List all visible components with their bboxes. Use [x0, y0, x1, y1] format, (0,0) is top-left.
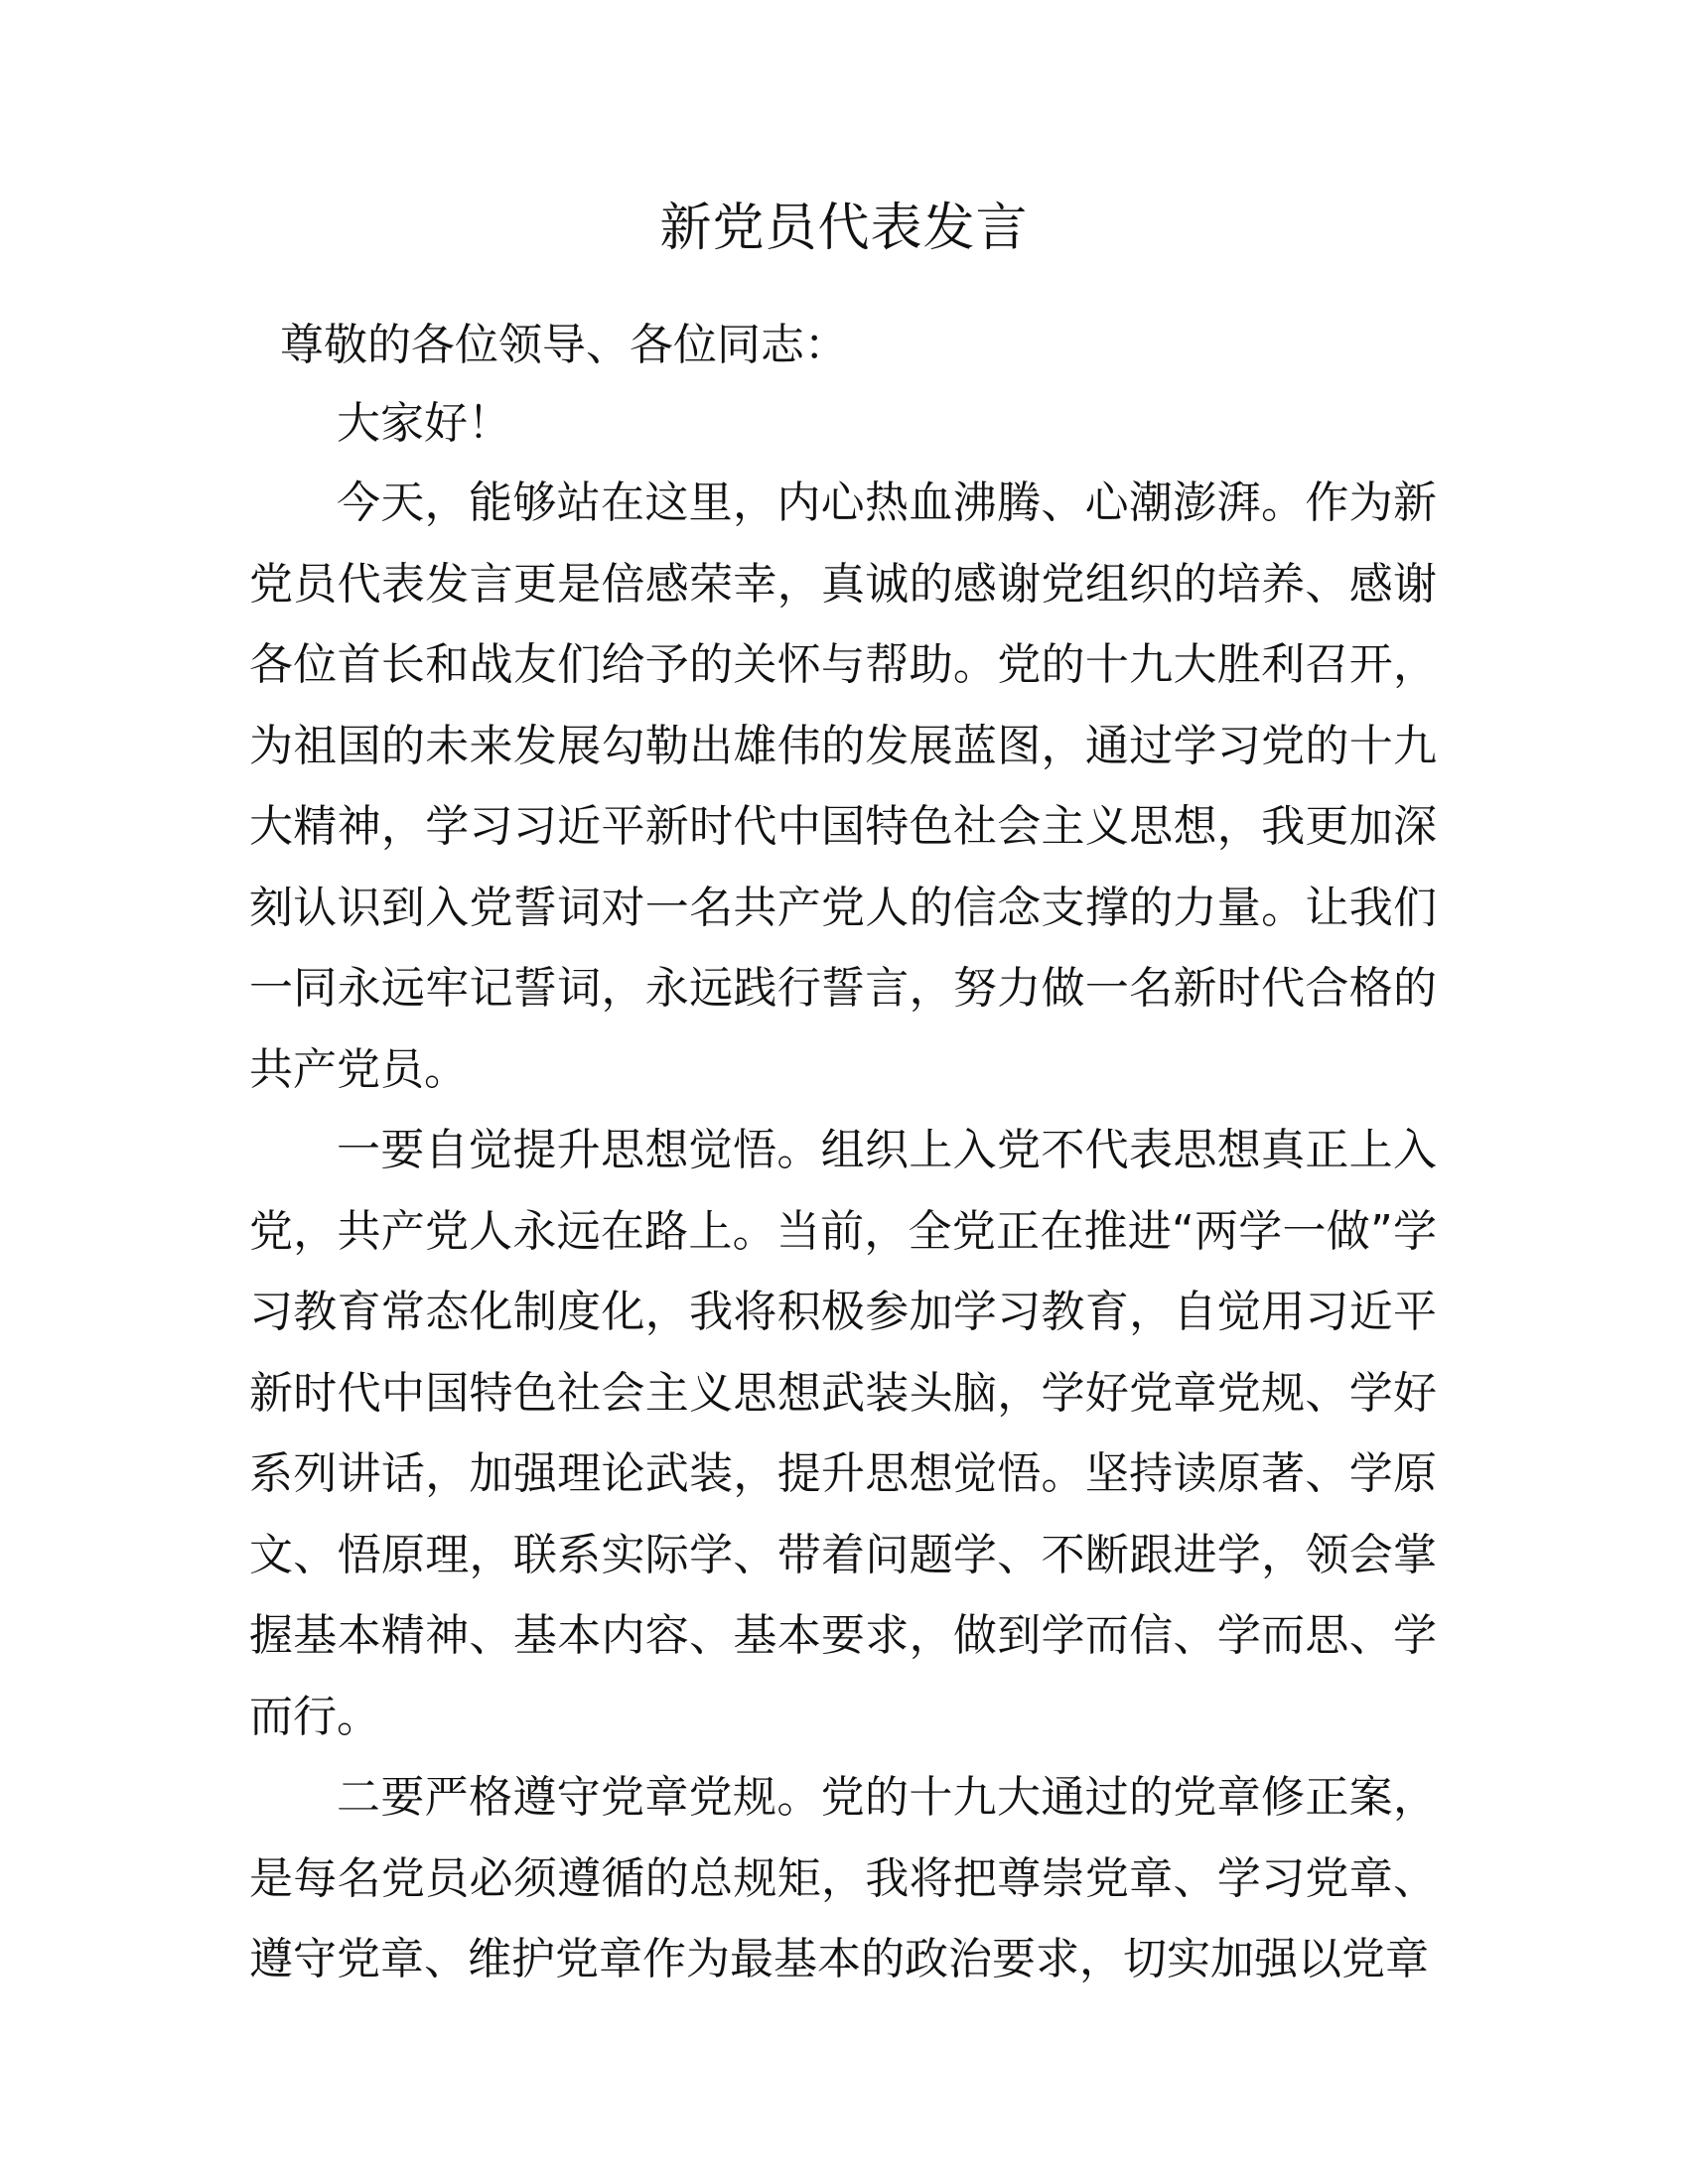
paragraph-point-one: 一要自觉提升思想觉悟。组织上入党不代表思想真正上入党，共产党人永远在路上。当前，全党正在推进“两学一做”学习教育常态化制度化，我将积极参加学习教育，自觉用习近平新时代中国特色社会主义思想武装头脑，学好党章党规、学好系列讲话，加强理论武装，提升思想觉悟。坚持读原著、学原文、悟原理，联系实际学、带着问题学、不断跟进学，领会掌握基本精神、基本内容、基本要求，做到学而信、学而思、学而行。	[249, 1125, 1437, 1742]
greeting: 大家好！	[337, 398, 511, 449]
paragraph-intro: 今天，能够站在这里，内心热血沸腾、心潮澎湃。作为新党员代表发言更是倍感荣幸，真诚的感谢党组织的培养、感谢各位首长和战友们给予的关怀与帮助。党的十九大胜利召开，为祖国的未来发展勾勒出雄伟的发展蓝图，通过学习党的十九大精神，学习习近平新时代中国特色社会主义思想，我更加深刻认识到入党誓词对一名共产党人的信念支撑的力量。让我们一同永远牢记誓词，永远践行誓言，努力做一名新时代合格的共产党员。	[249, 478, 1437, 1095]
speech-body	[249, 389, 1437, 2000]
salutation: 尊敬的各位领导、各位同志：	[280, 320, 848, 370]
page-title: 新党员代表发言	[659, 199, 1029, 258]
paragraph-point-two: 二要严格遵守党章党规。党的十九大通过的党章修正案，是每名党员必须遵循的总规矩，我将把尊崇党章、学习党章、遵守党章、维护党章作为最基本的政治要求，切实加强以党章	[249, 1772, 1437, 1984]
